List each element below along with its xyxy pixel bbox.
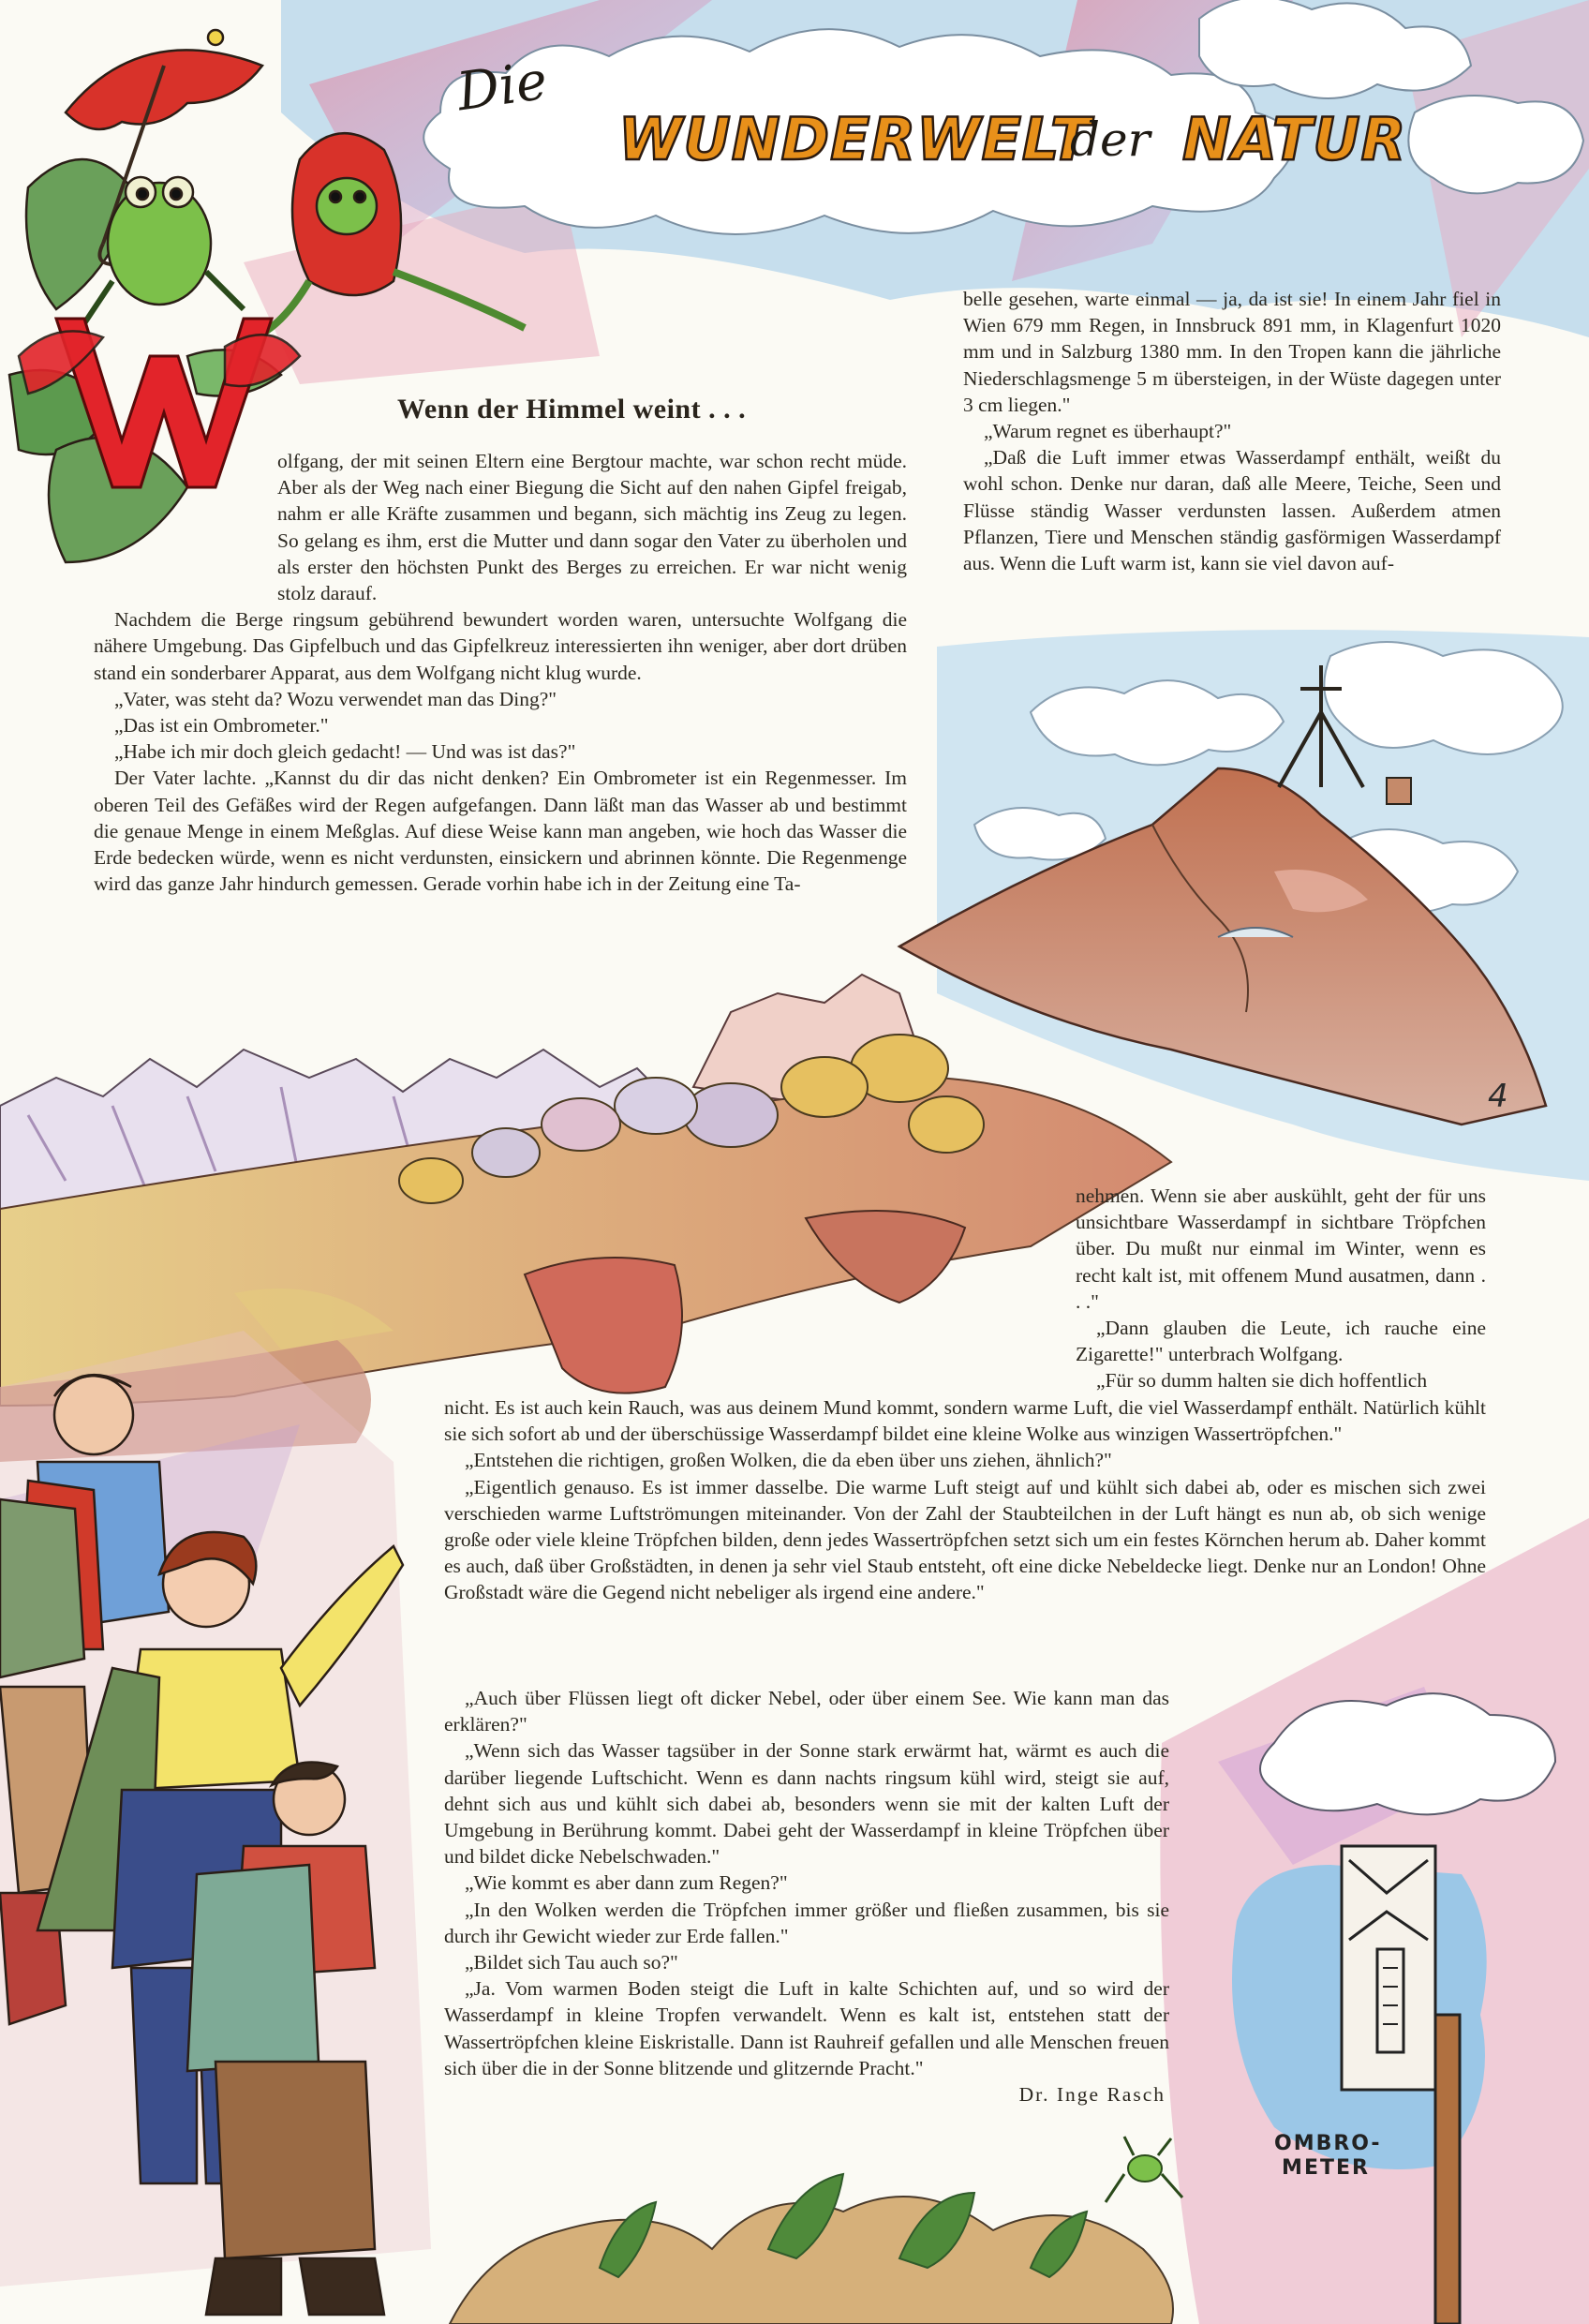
article-paragraph: „Das ist ein Ombrometer." <box>114 714 329 737</box>
article-column-right-top <box>963 286 1501 576</box>
title-connector: der <box>1070 112 1151 167</box>
article-paragraph: „Warum regnet es überhaupt?" <box>984 420 1232 443</box>
article-paragraph: „Daß die Luft immer etwas Wasserdampf enthält, weißt du wohl schon. Denke nur daran, daß alle Meere, Teiche, Seen und Flüsse ständig Wasser verdunsten lassen. Außerdem atmen Pflanzen, Tiere und Menschen ständig gasförmigen Wasserdampf aus. Wenn die Luft warm ist, kann sie viel davon auf- <box>963 446 1501 575</box>
article-column-right-middle <box>1076 1183 1486 1394</box>
title-word-natur: NATUR <box>1182 105 1407 173</box>
article-paragraph: „Wie kommt es aber dann zum Regen?" <box>465 1871 788 1895</box>
ombrometer-label-line1: OMBRO- <box>1274 2132 1382 2155</box>
article-paragraph: nehmen. Wenn sie aber auskühlt, geht der für uns unsichtbare Wasserdampf in sichtbare Tröpfchen über. Du mußt nur einmal im Winter, wenn es recht kalt ist, mit offenem Mund ausatmen, dann . . ." <box>1076 1184 1486 1313</box>
title-prefix: Die <box>453 50 552 124</box>
ombrometer-label <box>1274 2132 1382 2181</box>
article-column-left <box>94 448 907 897</box>
article-column-wide <box>444 1394 1486 1606</box>
article-paragraph: „Entstehen die richtigen, großen Wolken, die da eben über uns ziehen, ähnlich?" <box>465 1449 1112 1472</box>
article-paragraph: belle gesehen, warte einmal — ja, da ist sie! In einem Jahr fiel in Wien 679 mm Regen, in Innsbruck 891 mm, in Klagenfurt 1020 mm und in Salzburg 1380 mm. In den Tropen kann die jährliche Niederschlagsmenge 5 m übersteigen, in der Wüste dagegen unter 3 cm liegen." <box>963 288 1501 416</box>
ombrometer-label-line2: METER <box>1282 2156 1370 2180</box>
article-paragraph: „Habe ich mir doch gleich gedacht! — Und was ist das?" <box>114 740 576 764</box>
author: Dr. Inge Rasch <box>1018 2083 1166 2107</box>
article-paragraph: „Für so dumm halten sie dich hoffentlich <box>1096 1369 1428 1393</box>
article-paragraph-text: „Ja. Vom warmen Boden steigt die Luft in kalte Schichten auf, und so wird der Wasserdampf in kleine Tropfen verwandelt. Wenn es kalt ist, entstehen statt der Wassertröpfchen kleine Eiskristalle. Dann ist Rauhreif gefallen und alle Menschen freuen sich über die in der Sonne blitzende und glitzernde Pracht." <box>444 1977 1169 2079</box>
article-paragraph: „In den Wolken werden die Tröpfchen immer größer und fließen zusammen, bis sie durch ihr Gewicht wieder zur Erde fallen." <box>444 1898 1169 1947</box>
article-paragraph: „Auch über Flüssen liegt oft dicker Nebel, oder über einem See. Wie kann man das erklären?" <box>444 1687 1169 1736</box>
article-paragraph: Nachdem die Berge ringsum gebührend bewundert worden waren, untersuchte Wolfgang die nähere Umgebung. Das Gipfelbuch und das Gipfelkreuz interessierten ihn weniger, aber dort drüben stand ein sonderbarer Apparat, aus dem Wolfgang nicht klug wurde. <box>94 608 907 684</box>
article-paragraph: „Wenn sich das Wasser tagsüber in der Sonne stark erwärmt hat, wärmt es auch die darüber liegende Luftschicht. Wenn es dann nachts ringsum kühl wird, steigt sie auf, dehnt sich aus und kühlt sich dabei ab, besonders wenn sie mit der kalten Luft der Umgebung in Berührung kommt. Dabei geht der Wasserdampf in kleine Tröpfchen über und bildet dicke Nebelschwaden." <box>444 1739 1169 1869</box>
ombrometer-panel <box>1160 1518 1589 2324</box>
article-paragraph: olfgang, der mit seinen Eltern eine Bergtour machte, war schon recht müde. Aber als der Weg nach einer Biegung die Sicht auf den nahen Gipfel freigab, nahm er alle Kräfte zusammen und begann, sich mächtig ins Zeug zu legen. So gelang es ihm, erst die Mutter und dann sogar den Vater zu überholen und als erster den höchsten Punkt des Berges zu erreichen. Er war nicht wenig stolz darauf. <box>277 450 907 605</box>
article-paragraph: nicht. Es ist auch kein Rauch, was aus deinem Mund kommt, sondern warme Luft, die viel Wasserdampf enthält. Natürlich kühlt sie sich sofort ab und der überschüssige Wasserdampf bildet eine kleine Wolke aus winzigen Wassertröpfchen." <box>444 1396 1486 1446</box>
article-paragraph: „Eigentlich genauso. Es ist immer dasselbe. Die warme Luft steigt auf und kühlt sich dabei ab, oder es mischen sich zwei verschieden warme Luftströmungen miteinander. Von der Zahl der Staubteilchen in der Luft hängt es nun ab, ob sich wenige große oder viele kleine Tröpfchen bilden, denn jedes Wassertröpfchen setzt sich um ein festes Körnchen herum ab. Daher kommt es auch, daß über Großstädten, in denen ja sehr viel Staub entsteht, oft eine dicke Nebeldecke liegt. Denke nur an London! Ohne Großstadt wäre die Gegend nicht nebeliger als irgend eine andere." <box>444 1475 1486 1604</box>
bottom-foliage <box>450 2137 1182 2324</box>
page-number: 4 <box>1488 1078 1508 1115</box>
article-heading: Wenn der Himmel weint . . . <box>397 394 747 425</box>
article-paragraph <box>444 1975 1169 2081</box>
article-paragraph: „Vater, was steht da? Wozu verwendet man das Ding?" <box>114 687 557 710</box>
article-paragraph: „Bildet sich Tau auch so?" <box>465 1951 678 1974</box>
article-paragraph: „Dann glauben die Leute, ich rauche eine Zigarette!" unterbrach Wolfgang. <box>1076 1317 1486 1366</box>
article-column-bottom <box>444 1685 1169 2108</box>
title-word-wunderwelt: WUNDERWELT <box>618 105 1092 173</box>
article-paragraph: Der Vater lachte. „Kannst du dir das nicht denken? Ein Ombrometer ist ein Regenmesser. Im oberen Teil des Gefäßes wird der Regen aufgefangen. Dann läßt man das Wasser ab und bestimmt die genaue Menge in einem Meßglas. Auf diese Weise kann man angeben, wie hoch das Wasser die Erde bedecken würde, wenn es nicht verdunsten, einsickern und abrinnen könnte. Die Regenmenge wird das ganze Jahr hindurch gemessen. Gerade vorhin habe ich in der Zeitung eine Ta- <box>94 767 907 896</box>
